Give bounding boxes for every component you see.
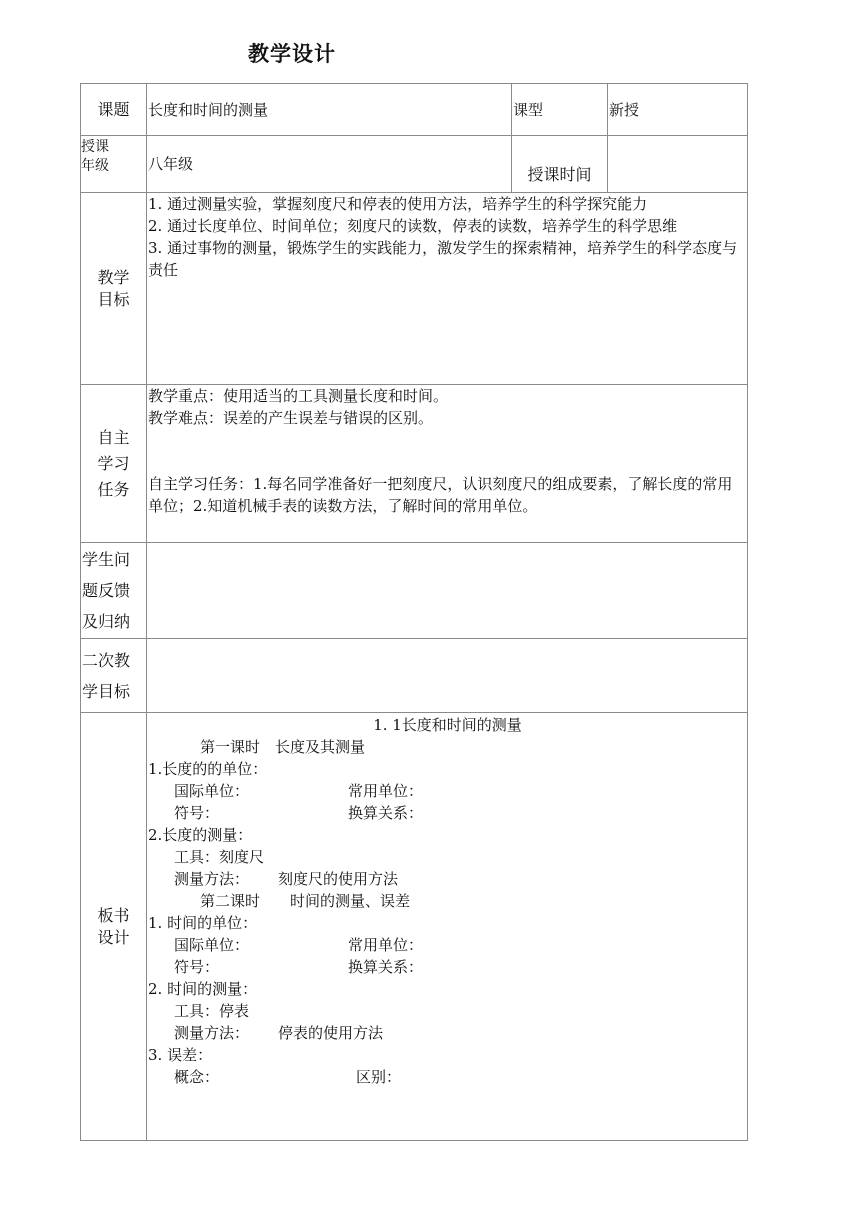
board-l1-s1: 1.长度的的单位： xyxy=(148,760,268,778)
row-feedback xyxy=(81,543,748,639)
difficulty: 教学难点：误差的产生误差与错误的区别。 xyxy=(148,409,434,427)
board-l2-tool: 工具：停表 xyxy=(174,1002,250,1020)
second-goal-label xyxy=(81,639,147,713)
feedback-content xyxy=(147,543,748,639)
board-l2-s3-row xyxy=(148,1066,747,1088)
goals-label-line1: 教学 xyxy=(97,267,130,287)
grade-label-line1: 授课 xyxy=(81,139,109,155)
course-type-label: 课型 xyxy=(512,84,608,136)
goal-item: 1. 通过测量实验，掌握刻度尺和停表的使用方法，培养学生的科学探究能力 xyxy=(148,195,648,213)
page-title: 教学设计 xyxy=(248,42,336,66)
self-study-label-line1: 自主 xyxy=(97,427,130,447)
row-course xyxy=(81,84,748,136)
time-label: 授课时间 xyxy=(512,136,608,193)
board-l2-concept: 概念： xyxy=(174,1068,220,1086)
board-l1-method-row xyxy=(148,868,747,890)
self-study-content xyxy=(147,385,748,543)
board-label-line1: 板书 xyxy=(97,905,130,925)
board-lesson1: 第一课时 长度及其测量 xyxy=(200,738,366,756)
grade-label-line2: 年级 xyxy=(81,158,109,174)
row-grade xyxy=(81,136,748,193)
board-l1-conversion: 换算关系： xyxy=(348,804,424,822)
grade-value: 八年级 xyxy=(147,136,512,193)
board-l2-s1-row1 xyxy=(148,934,747,956)
board-content xyxy=(147,713,748,1141)
board-label xyxy=(81,713,147,1141)
self-study-task: 自主学习任务：1.每名同学准备好一把刻度尺，认识刻度尺的组成要素，了解长度的常用单位；2.知道机械手表的读数方法，了解时间的常用单位。 xyxy=(148,475,733,515)
board-l1-common-unit: 常用单位： xyxy=(348,782,424,800)
feedback-label-line3: 及归纳 xyxy=(82,612,131,631)
board-l1-s1-row1 xyxy=(148,780,747,802)
board-l1-tool: 工具：刻度尺 xyxy=(174,848,265,866)
board-l2-method-value: 停表的使用方法 xyxy=(278,1024,384,1042)
board-l1-method-value: 刻度尺的使用方法 xyxy=(278,870,399,888)
board-l2-common-unit: 常用单位： xyxy=(348,936,424,954)
board-lesson2: 第二课时 时间的测量、误差 xyxy=(200,892,411,910)
board-l2-conversion: 换算关系： xyxy=(348,958,424,976)
time-value xyxy=(608,136,748,193)
board-l1-s1-row2 xyxy=(148,802,747,824)
row-board xyxy=(81,713,748,1141)
key-point: 教学重点：使用适当的工具测量长度和时间。 xyxy=(148,387,449,405)
board-label-line2: 设计 xyxy=(97,927,130,947)
course-type-value: 新授 xyxy=(608,84,748,136)
row-self-study xyxy=(81,385,748,543)
board-l1-intl-unit: 国际单位： xyxy=(174,782,250,800)
board-l2-symbol: 符号： xyxy=(174,958,220,976)
second-goal-content xyxy=(147,639,748,713)
feedback-label xyxy=(81,543,147,639)
board-l2-method: 测量方法： xyxy=(174,1024,250,1042)
board-l2-difference: 区别： xyxy=(356,1068,402,1086)
board-l2-intl-unit: 国际单位： xyxy=(174,936,250,954)
board-l2-s3: 3. 误差： xyxy=(148,1046,213,1064)
board-l2-s1: 1. 时间的单位： xyxy=(148,914,258,932)
board-l2-s2: 2. 时间的测量： xyxy=(148,980,258,998)
goals-label-line2: 目标 xyxy=(97,289,130,309)
board-heading: 1. 1长度和时间的测量 xyxy=(373,716,522,734)
self-study-label-line2: 学习 xyxy=(97,453,130,473)
goals-content xyxy=(147,193,748,385)
board-l1-method: 测量方法： xyxy=(174,870,250,888)
grade-label xyxy=(81,136,147,193)
goals-label xyxy=(81,193,147,385)
board-l1-symbol: 符号： xyxy=(174,804,220,822)
feedback-label-line1: 学生问 xyxy=(82,550,131,569)
self-study-label-line3: 任务 xyxy=(97,479,130,499)
goal-item: 2. 通过长度单位、时间单位；刻度尺的读数，停表的读数，培养学生的科学思维 xyxy=(148,217,678,235)
row-second-goal xyxy=(81,639,748,713)
second-goal-label-line2: 学目标 xyxy=(82,681,131,701)
board-l2-method-row xyxy=(148,1022,747,1044)
feedback-label-line2: 题反馈 xyxy=(82,581,131,600)
second-goal-label-line1: 二次教 xyxy=(82,650,131,670)
course-value: 长度和时间的测量 xyxy=(147,84,512,136)
row-goals xyxy=(81,193,748,385)
goal-item: 3. 通过事物的测量，锻炼学生的实践能力，激发学生的探索精神，培养学生的科学态度与责任 xyxy=(148,239,738,279)
self-study-label xyxy=(81,385,147,543)
course-label: 课题 xyxy=(81,84,147,136)
board-l2-s1-row2 xyxy=(148,956,747,978)
lesson-plan-table xyxy=(80,83,748,1141)
board-l1-s2: 2.长度的测量： xyxy=(148,826,253,844)
